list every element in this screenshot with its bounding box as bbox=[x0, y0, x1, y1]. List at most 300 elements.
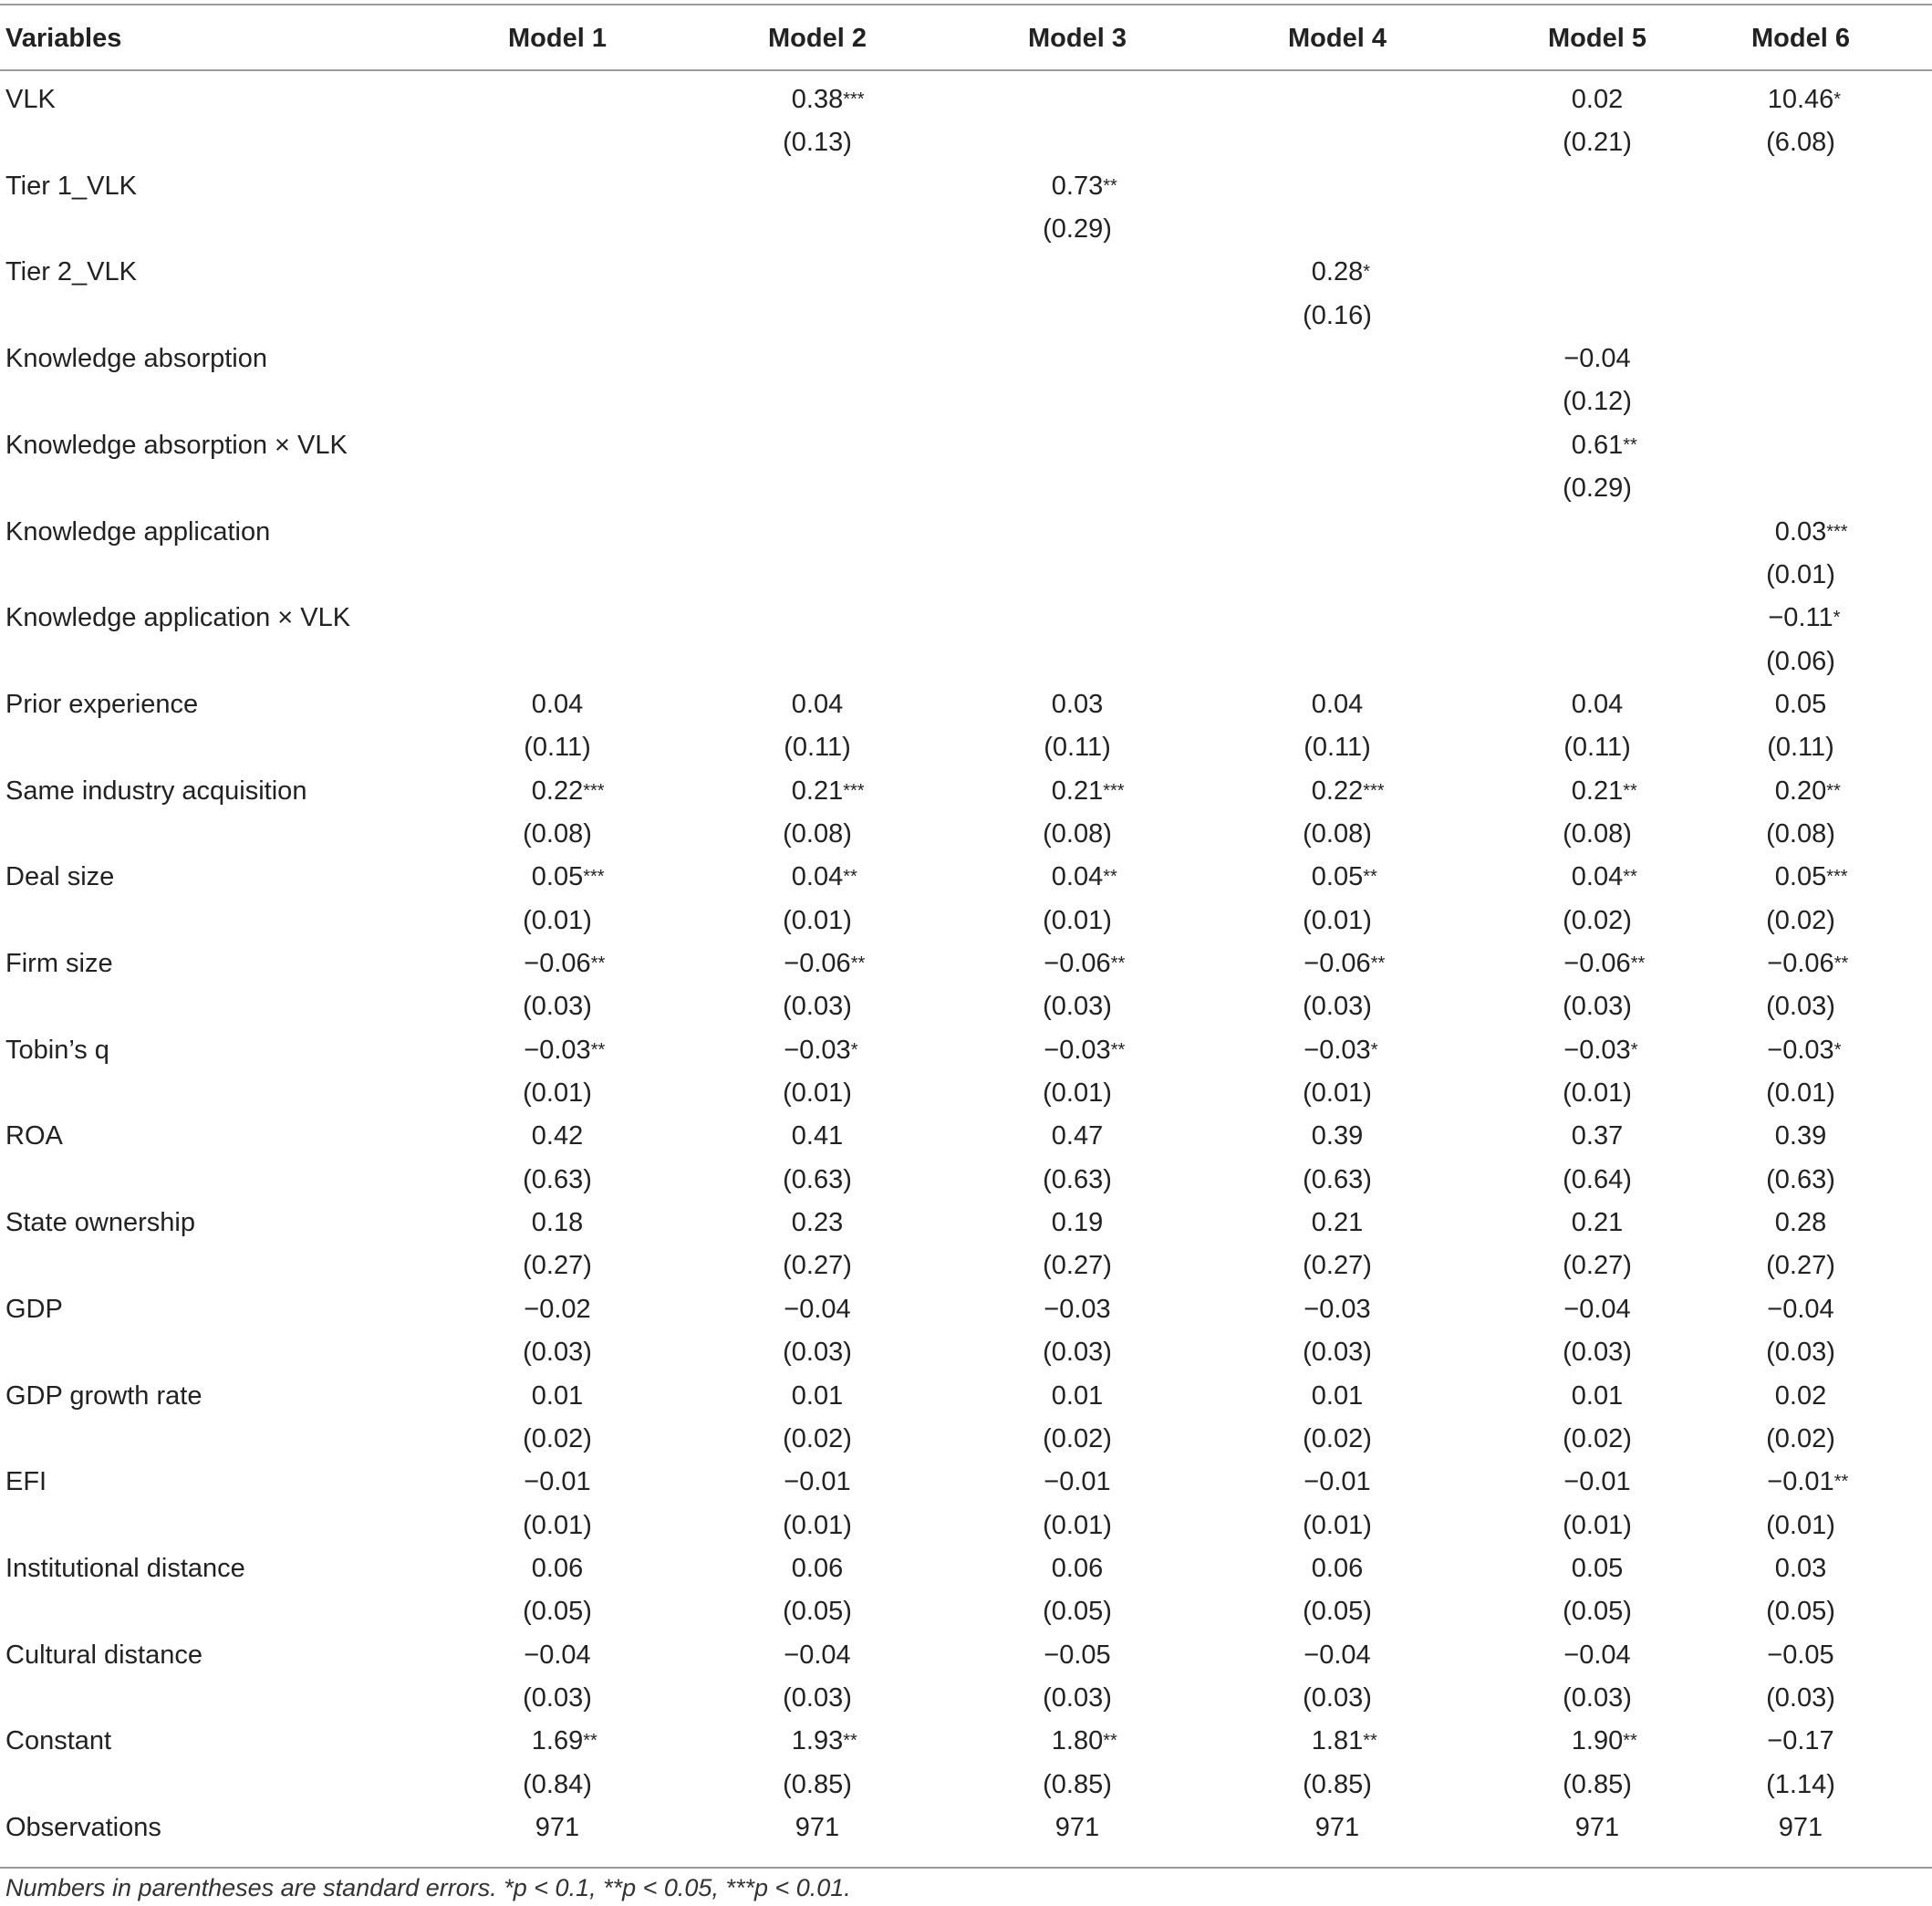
row-label: Knowledge application × VLK bbox=[5, 603, 351, 633]
cell-value: −0.06 bbox=[524, 949, 591, 978]
cell-model-5: (0.12) bbox=[1563, 387, 1632, 417]
significance-stars: *** bbox=[843, 780, 865, 801]
table-row bbox=[0, 1288, 1932, 1331]
row-label: VLK bbox=[5, 85, 56, 114]
row-label: Tier 2_VLK bbox=[5, 257, 137, 287]
cell-model-4 bbox=[1200, 208, 1474, 251]
cell-model-6: 971 bbox=[1778, 1813, 1823, 1842]
cell-model-6: (0.03) bbox=[1766, 992, 1835, 1022]
cell-model-3 bbox=[940, 467, 1214, 510]
cell-model-2: (0.03) bbox=[783, 992, 852, 1022]
cell-value: −0.03 bbox=[784, 1035, 851, 1065]
cell-model-3: (0.03) bbox=[1043, 992, 1112, 1022]
significance-stars: * bbox=[850, 1039, 858, 1060]
row-label: Cultural distance bbox=[5, 1640, 203, 1670]
table-row-standard-error bbox=[0, 900, 1932, 943]
significance-stars: *** bbox=[583, 867, 605, 888]
cell-model-6: −0.17 bbox=[1767, 1726, 1834, 1756]
cell-model-3: (0.85) bbox=[1043, 1769, 1112, 1799]
cell-model-4: 971 bbox=[1314, 1813, 1360, 1842]
cell-model-5: −0.04 bbox=[1563, 344, 1631, 374]
table-row bbox=[0, 1202, 1932, 1245]
row-label: ROA bbox=[5, 1121, 63, 1151]
cell-model-2: −0.04 bbox=[784, 1294, 851, 1324]
row-label: GDP bbox=[5, 1294, 63, 1324]
cell-model-1 bbox=[421, 121, 694, 164]
cell-model-4 bbox=[1200, 121, 1474, 164]
cell-model-1: 0.06 bbox=[531, 1553, 584, 1583]
cell-value: −0.01 bbox=[1767, 1467, 1834, 1497]
cell-model-1 bbox=[421, 554, 694, 597]
cell-model-6: (0.63) bbox=[1766, 1164, 1835, 1194]
cell-model-5: 0.04 bbox=[1571, 689, 1624, 719]
cell-model-6: (0.01) bbox=[1766, 559, 1835, 589]
cell-model-3 bbox=[940, 1720, 1214, 1763]
cell-model-1 bbox=[421, 856, 694, 899]
cell-model-2 bbox=[680, 856, 954, 899]
cell-model-3 bbox=[940, 251, 1214, 294]
cell-model-6: (0.08) bbox=[1766, 818, 1835, 849]
table-row-standard-error bbox=[0, 121, 1932, 164]
cell-model-3: 0.01 bbox=[1051, 1380, 1104, 1411]
row-label: Same industry acquisition bbox=[5, 776, 307, 806]
cell-model-6: (0.03) bbox=[1766, 1338, 1835, 1368]
row-label: Deal size bbox=[5, 862, 115, 892]
cell-model-1 bbox=[421, 943, 694, 985]
cell-model-5: 0.05 bbox=[1571, 1553, 1624, 1583]
table-row-standard-error bbox=[0, 985, 1932, 1028]
cell-model-1: −0.01 bbox=[524, 1467, 591, 1497]
cell-model-4: (0.02) bbox=[1303, 1423, 1372, 1453]
row-label: Knowledge absorption × VLK bbox=[5, 430, 348, 460]
cell-model-2: (0.27) bbox=[783, 1251, 852, 1281]
cell-model-6: (0.06) bbox=[1766, 646, 1835, 676]
table-row-standard-error bbox=[0, 1072, 1932, 1115]
cell-model-1: −0.04 bbox=[524, 1640, 591, 1670]
row-label: Knowledge absorption bbox=[5, 344, 267, 374]
cell-model-6: 0.03 bbox=[1774, 1553, 1827, 1583]
row-label: EFI bbox=[5, 1467, 47, 1497]
cell-model-1 bbox=[421, 467, 694, 510]
cell-value: −0.03 bbox=[1304, 1035, 1371, 1065]
cell-model-1: 0.42 bbox=[531, 1121, 584, 1151]
cell-value: 0.04 bbox=[1051, 862, 1104, 892]
cell-model-4 bbox=[1200, 78, 1474, 121]
cell-value: −0.06 bbox=[1044, 949, 1111, 978]
cell-model-2: 0.04 bbox=[791, 689, 844, 719]
significance-stars: ** bbox=[1623, 1731, 1637, 1752]
table-row bbox=[0, 1547, 1932, 1590]
cell-model-1: (0.03) bbox=[523, 1338, 592, 1368]
cell-model-6: 0.05 bbox=[1774, 689, 1827, 719]
cell-value: 1.93 bbox=[791, 1726, 844, 1756]
cell-model-1: 971 bbox=[535, 1813, 580, 1842]
significance-stars: * bbox=[1833, 89, 1842, 109]
cell-model-6 bbox=[1673, 943, 1928, 985]
cell-model-1 bbox=[421, 165, 694, 208]
significance-stars: * bbox=[1833, 608, 1841, 629]
cell-model-5: −0.01 bbox=[1563, 1467, 1631, 1497]
cell-model-3: 0.03 bbox=[1051, 689, 1104, 719]
cell-value: 0.73 bbox=[1051, 171, 1104, 201]
significance-stars: ** bbox=[1103, 867, 1117, 888]
significance-stars: * bbox=[1370, 1039, 1378, 1060]
table-row-standard-error bbox=[0, 554, 1932, 597]
cell-value: 0.61 bbox=[1571, 430, 1624, 460]
cell-model-3: (0.11) bbox=[1044, 733, 1111, 763]
cell-model-1 bbox=[421, 338, 694, 380]
table-row bbox=[0, 511, 1932, 554]
cell-value: 0.03 bbox=[1774, 516, 1827, 547]
table-row-standard-error bbox=[0, 1331, 1932, 1374]
cell-model-2: 0.06 bbox=[791, 1553, 844, 1583]
cell-model-6 bbox=[1673, 338, 1928, 380]
cell-model-5: (0.64) bbox=[1563, 1164, 1632, 1194]
significance-stars: ** bbox=[1623, 434, 1637, 455]
table-row-standard-error bbox=[0, 208, 1932, 251]
cell-model-5: 0.01 bbox=[1571, 1380, 1624, 1411]
cell-value: 0.05 bbox=[531, 862, 584, 892]
cell-model-2: (0.01) bbox=[783, 1510, 852, 1540]
cell-model-5: (0.02) bbox=[1563, 905, 1632, 935]
cell-model-2 bbox=[680, 554, 954, 597]
cell-model-6 bbox=[1673, 208, 1928, 251]
table-row bbox=[0, 78, 1932, 121]
cell-value: 0.28 bbox=[1311, 257, 1364, 287]
table-row-standard-error bbox=[0, 1245, 1932, 1287]
cell-model-5: (0.01) bbox=[1563, 1510, 1632, 1540]
cell-model-2: (0.63) bbox=[783, 1164, 852, 1194]
cell-model-4: 0.06 bbox=[1311, 1553, 1364, 1583]
significance-stars: *** bbox=[1103, 780, 1125, 801]
cell-model-2 bbox=[680, 641, 954, 683]
cell-model-3 bbox=[940, 943, 1214, 985]
cell-model-3 bbox=[940, 424, 1214, 467]
cell-model-2 bbox=[680, 770, 954, 813]
cell-model-3: (0.01) bbox=[1043, 905, 1112, 935]
significance-stars: ** bbox=[1110, 1039, 1126, 1060]
cell-model-1: (0.03) bbox=[523, 992, 592, 1022]
table-row bbox=[0, 165, 1932, 208]
cell-model-4: (0.01) bbox=[1303, 905, 1372, 935]
cell-model-3 bbox=[940, 511, 1214, 554]
cell-model-3: 971 bbox=[1054, 1813, 1100, 1842]
cell-model-1 bbox=[421, 770, 694, 813]
cell-value: −0.06 bbox=[1767, 949, 1834, 978]
cell-model-4: (0.01) bbox=[1303, 1078, 1372, 1109]
cell-value: −0.06 bbox=[1563, 949, 1631, 978]
cell-value: 1.90 bbox=[1571, 1726, 1624, 1756]
row-label: GDP growth rate bbox=[5, 1380, 203, 1411]
cell-model-6: (0.01) bbox=[1766, 1078, 1835, 1109]
cell-model-1 bbox=[421, 78, 694, 121]
cell-model-6: (6.08) bbox=[1766, 128, 1835, 158]
cell-model-5: (0.03) bbox=[1563, 1338, 1632, 1368]
significance-stars: *** bbox=[1826, 867, 1848, 888]
cell-model-3 bbox=[940, 1029, 1214, 1072]
row-label: Prior experience bbox=[5, 689, 199, 719]
cell-model-4 bbox=[1200, 424, 1474, 467]
cell-model-6 bbox=[1673, 597, 1928, 640]
cell-value: 0.21 bbox=[791, 776, 844, 806]
cell-model-4 bbox=[1200, 856, 1474, 899]
cell-model-2: (0.85) bbox=[783, 1769, 852, 1799]
cell-model-2: 0.41 bbox=[791, 1121, 844, 1151]
cell-model-3 bbox=[940, 770, 1214, 813]
row-label: Tier 1_VLK bbox=[5, 171, 137, 201]
cell-value: 0.22 bbox=[531, 776, 584, 806]
cell-value: 1.80 bbox=[1051, 1726, 1104, 1756]
significance-stars: *** bbox=[583, 780, 605, 801]
cell-model-6 bbox=[1673, 424, 1928, 467]
table-row bbox=[0, 338, 1932, 380]
cell-model-6 bbox=[1673, 1029, 1928, 1072]
table-row-standard-error bbox=[0, 295, 1932, 338]
cell-model-2 bbox=[680, 295, 954, 338]
cell-model-4: −0.03 bbox=[1304, 1294, 1371, 1324]
cell-model-5: −0.04 bbox=[1563, 1294, 1631, 1324]
cell-model-5: 0.02 bbox=[1571, 85, 1624, 114]
cell-model-3: (0.29) bbox=[1043, 214, 1112, 245]
cell-model-2 bbox=[680, 251, 954, 294]
cell-model-4: 0.04 bbox=[1311, 689, 1364, 719]
header-model-1: Model 1 bbox=[508, 24, 607, 53]
cell-model-2 bbox=[680, 943, 954, 985]
cell-model-3: −0.01 bbox=[1044, 1467, 1111, 1497]
cell-model-2: 0.01 bbox=[791, 1380, 844, 1411]
cell-model-2: −0.01 bbox=[784, 1467, 851, 1497]
table-row bbox=[0, 856, 1932, 899]
cell-model-6: (0.03) bbox=[1766, 1682, 1835, 1713]
cell-model-2: (0.03) bbox=[783, 1338, 852, 1368]
significance-stars: ** bbox=[1103, 175, 1117, 196]
cell-model-5: (0.21) bbox=[1563, 128, 1632, 158]
row-label: State ownership bbox=[5, 1208, 195, 1238]
cell-model-6 bbox=[1673, 78, 1928, 121]
cell-model-1: 0.01 bbox=[531, 1380, 584, 1411]
cell-model-3: (0.08) bbox=[1043, 818, 1112, 849]
cell-model-6 bbox=[1673, 511, 1928, 554]
table-row-standard-error bbox=[0, 1677, 1932, 1720]
cell-model-1: (0.08) bbox=[523, 818, 592, 849]
cell-model-2: (0.11) bbox=[784, 733, 851, 763]
cell-model-6: 0.02 bbox=[1774, 1380, 1827, 1411]
cell-model-3 bbox=[940, 554, 1214, 597]
cell-value: 0.05 bbox=[1311, 862, 1364, 892]
table-row-standard-error bbox=[0, 726, 1932, 769]
cell-model-2 bbox=[680, 338, 954, 380]
cell-model-2: 971 bbox=[795, 1813, 840, 1842]
cell-model-2 bbox=[680, 424, 954, 467]
cell-model-1 bbox=[421, 597, 694, 640]
cell-model-3: (0.01) bbox=[1043, 1078, 1112, 1109]
header-model-2: Model 2 bbox=[768, 24, 867, 53]
cell-model-2: (0.02) bbox=[783, 1423, 852, 1453]
cell-model-2 bbox=[680, 380, 954, 423]
table-row bbox=[0, 251, 1932, 294]
cell-model-5: (0.01) bbox=[1563, 1078, 1632, 1109]
cell-model-1 bbox=[421, 1029, 694, 1072]
cell-model-3: 0.19 bbox=[1051, 1208, 1104, 1238]
cell-model-6: (0.05) bbox=[1766, 1597, 1835, 1627]
cell-model-3 bbox=[940, 380, 1214, 423]
cell-model-6 bbox=[1673, 770, 1928, 813]
cell-value: 0.20 bbox=[1774, 776, 1827, 806]
cell-model-5: 0.21 bbox=[1571, 1208, 1624, 1238]
cell-model-2 bbox=[680, 1720, 954, 1763]
cell-value: 0.04 bbox=[1571, 862, 1624, 892]
cell-value: 1.81 bbox=[1311, 1726, 1364, 1756]
cell-value: 10.46 bbox=[1767, 85, 1834, 114]
table-bottom-rule bbox=[0, 1867, 1932, 1869]
cell-model-3 bbox=[940, 295, 1214, 338]
cell-model-3: (0.27) bbox=[1043, 1251, 1112, 1281]
cell-model-3: (0.01) bbox=[1043, 1510, 1112, 1540]
significance-stars: ** bbox=[1363, 1731, 1377, 1752]
cell-model-1 bbox=[421, 380, 694, 423]
row-label: Firm size bbox=[5, 949, 113, 978]
cell-model-6: (0.01) bbox=[1766, 1510, 1835, 1540]
table-footnote: Numbers in parentheses are standard errors. *p < 0.1, **p < 0.05, ***p < 0.01. bbox=[5, 1874, 851, 1901]
table-row bbox=[0, 424, 1932, 467]
cell-value: −0.03 bbox=[1767, 1035, 1834, 1065]
cell-model-2 bbox=[680, 165, 954, 208]
cell-model-4 bbox=[1200, 338, 1474, 380]
cell-model-6 bbox=[1673, 380, 1928, 423]
significance-stars: *** bbox=[1826, 521, 1848, 542]
cell-model-3: (0.03) bbox=[1043, 1338, 1112, 1368]
table-row bbox=[0, 770, 1932, 813]
cell-model-6: (0.27) bbox=[1766, 1251, 1835, 1281]
significance-stars: ** bbox=[1110, 953, 1126, 974]
cell-model-5: (0.29) bbox=[1563, 474, 1632, 504]
cell-model-5: (0.27) bbox=[1563, 1251, 1632, 1281]
cell-model-6: (1.14) bbox=[1766, 1769, 1835, 1799]
cell-model-5: (0.85) bbox=[1563, 1769, 1632, 1799]
table-row bbox=[0, 1634, 1932, 1677]
table-row-standard-error bbox=[0, 1159, 1932, 1202]
cell-model-1: (0.63) bbox=[523, 1164, 592, 1194]
table-row bbox=[0, 1115, 1932, 1158]
significance-stars: * bbox=[1833, 1039, 1842, 1060]
cell-model-4 bbox=[1200, 251, 1474, 294]
table-row bbox=[0, 1375, 1932, 1418]
table-header-row bbox=[0, 5, 1932, 69]
cell-model-2: (0.08) bbox=[783, 818, 852, 849]
row-label: Observations bbox=[5, 1813, 161, 1842]
cell-model-4: 0.01 bbox=[1311, 1380, 1364, 1411]
cell-model-2 bbox=[680, 78, 954, 121]
cell-model-4 bbox=[1200, 641, 1474, 683]
table-row bbox=[0, 683, 1932, 726]
header-model-3: Model 3 bbox=[1028, 24, 1127, 53]
cell-value: 0.05 bbox=[1774, 862, 1827, 892]
table-row bbox=[0, 1720, 1932, 1763]
cell-model-4: (0.85) bbox=[1303, 1769, 1372, 1799]
cell-model-2: (0.01) bbox=[783, 905, 852, 935]
cell-model-2: 0.23 bbox=[791, 1208, 844, 1238]
cell-value: 0.21 bbox=[1051, 776, 1104, 806]
significance-stars: ** bbox=[843, 867, 857, 888]
cell-model-6: (0.11) bbox=[1767, 733, 1834, 763]
cell-model-6: −0.05 bbox=[1767, 1640, 1834, 1670]
cell-model-4: (0.01) bbox=[1303, 1510, 1372, 1540]
cell-model-3 bbox=[940, 78, 1214, 121]
cell-model-3: (0.03) bbox=[1043, 1682, 1112, 1713]
cell-model-2 bbox=[680, 208, 954, 251]
cell-model-1: (0.03) bbox=[523, 1682, 592, 1713]
cell-model-4: (0.03) bbox=[1303, 992, 1372, 1022]
cell-model-2 bbox=[680, 1029, 954, 1072]
cell-value: −0.06 bbox=[784, 949, 851, 978]
cell-model-4 bbox=[1200, 380, 1474, 423]
cell-model-2: (0.13) bbox=[783, 128, 852, 158]
cell-model-1: (0.01) bbox=[523, 1510, 592, 1540]
significance-stars: *** bbox=[1363, 780, 1385, 801]
cell-model-1 bbox=[421, 251, 694, 294]
significance-stars: ** bbox=[1370, 953, 1386, 974]
cell-model-1: (0.01) bbox=[523, 1078, 592, 1109]
cell-model-2 bbox=[680, 597, 954, 640]
cell-model-5: (0.08) bbox=[1563, 818, 1632, 849]
cell-model-2 bbox=[680, 467, 954, 510]
cell-model-3 bbox=[940, 165, 1214, 208]
cell-model-4 bbox=[1200, 554, 1474, 597]
cell-model-6 bbox=[1673, 165, 1928, 208]
cell-model-4 bbox=[1200, 943, 1474, 985]
cell-model-6 bbox=[1673, 251, 1928, 294]
header-variables: Variables bbox=[5, 24, 122, 53]
significance-stars: ** bbox=[1103, 1731, 1117, 1752]
cell-model-5: (0.03) bbox=[1563, 1682, 1632, 1713]
cell-model-1: 0.04 bbox=[531, 689, 584, 719]
cell-model-5: (0.03) bbox=[1563, 992, 1632, 1022]
cell-model-5: 971 bbox=[1574, 1813, 1620, 1842]
significance-stars: *** bbox=[843, 89, 865, 109]
cell-model-2 bbox=[680, 511, 954, 554]
cell-model-6: (0.02) bbox=[1766, 905, 1835, 935]
cell-value: −0.03 bbox=[524, 1035, 591, 1065]
cell-value: 0.22 bbox=[1311, 776, 1364, 806]
table-row-standard-error bbox=[0, 467, 1932, 510]
table-header-rule bbox=[0, 69, 1932, 71]
cell-model-4: −0.01 bbox=[1304, 1467, 1371, 1497]
cell-model-1: (0.05) bbox=[523, 1597, 592, 1627]
cell-model-4: −0.04 bbox=[1304, 1640, 1371, 1670]
table-row-standard-error bbox=[0, 813, 1932, 856]
table-row-standard-error bbox=[0, 641, 1932, 683]
cell-model-6 bbox=[1673, 467, 1928, 510]
cell-model-1: (0.11) bbox=[524, 733, 591, 763]
cell-model-3 bbox=[940, 338, 1214, 380]
cell-model-5: 0.37 bbox=[1571, 1121, 1624, 1151]
cell-model-4 bbox=[1200, 1029, 1474, 1072]
row-label: Institutional distance bbox=[5, 1553, 245, 1583]
row-label: Tobin’s q bbox=[5, 1035, 109, 1065]
cell-model-4: (0.05) bbox=[1303, 1597, 1372, 1627]
significance-stars: ** bbox=[1833, 1472, 1849, 1493]
cell-model-2: (0.05) bbox=[783, 1597, 852, 1627]
cell-model-5: (0.05) bbox=[1563, 1597, 1632, 1627]
table-row-standard-error bbox=[0, 1418, 1932, 1461]
table-row-standard-error bbox=[0, 1505, 1932, 1547]
significance-stars: ** bbox=[1623, 780, 1637, 801]
cell-model-6: −0.04 bbox=[1767, 1294, 1834, 1324]
cell-model-3 bbox=[940, 121, 1214, 164]
header-model-6: Model 6 bbox=[1751, 24, 1850, 53]
cell-model-4 bbox=[1200, 770, 1474, 813]
cell-model-4: (0.11) bbox=[1304, 733, 1371, 763]
